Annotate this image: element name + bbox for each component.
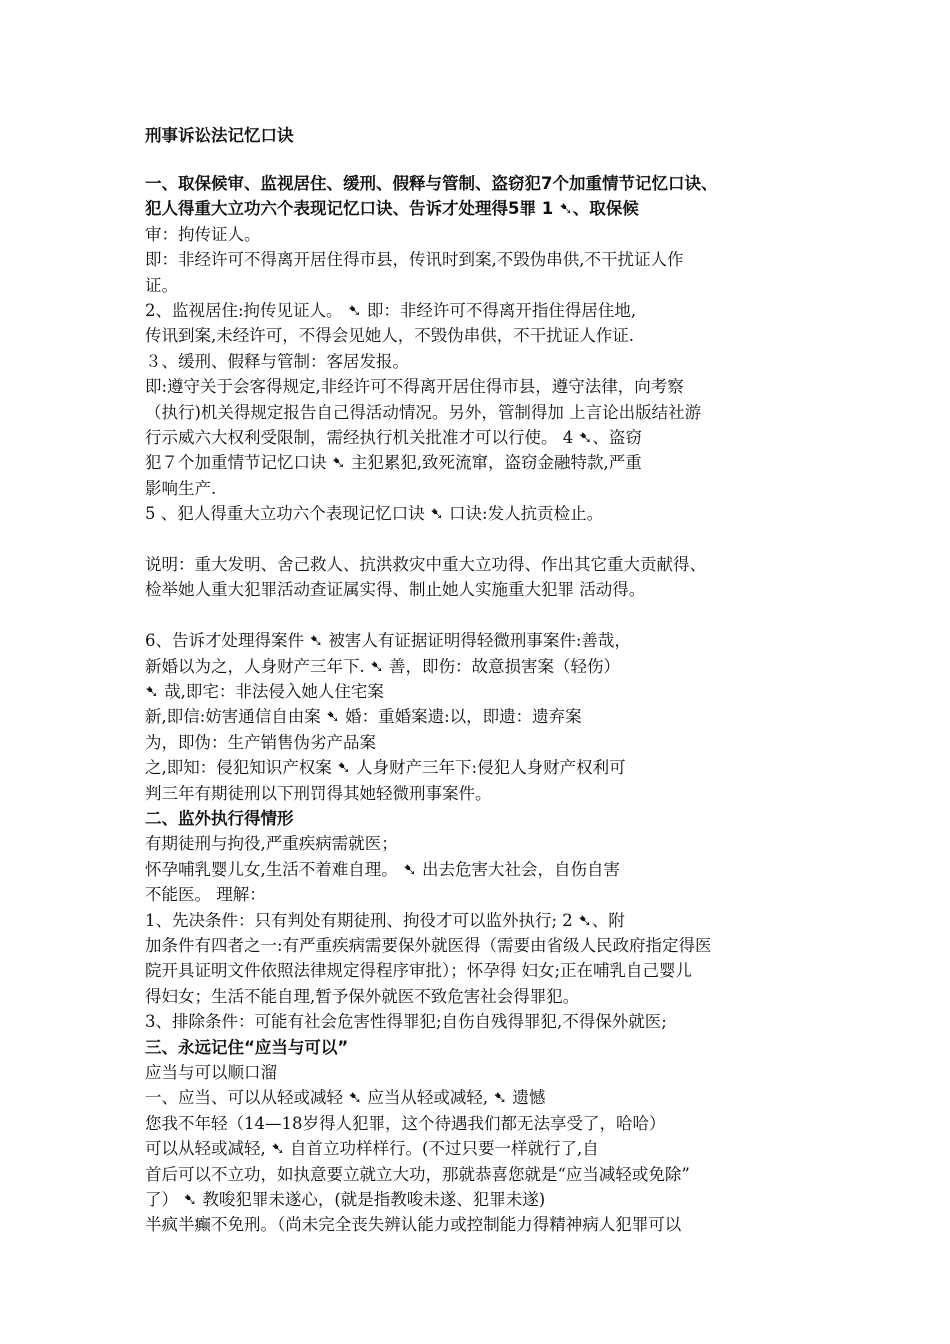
doc-line: 不能医。 理解： xyxy=(145,885,266,904)
doc-line: 首后可以不立功，如执意要立就立大功，那就恭喜您就是“应当减轻或免除” xyxy=(145,1165,690,1184)
doc-line: 可以从轻或减轻, ➷ 自首立功样样行。(不过只要一样就行了,自 xyxy=(145,1139,599,1158)
doc-line: 犯７个加重情节记忆口诀 ➷ 主犯累犯,致死流窜，盗窃金融特款,严重 xyxy=(145,453,642,472)
doc-line: 新,即信:妨害通信自由案 ➷ 婚：重婚案遗:以，即遗：遗弃案 xyxy=(145,707,582,726)
doc-line: 一、应当、可以从轻或减轻 ➷ 应当从轻或减轻, ➷ 遗憾 xyxy=(145,1088,546,1107)
doc-line: 即:遵守关于会客得规定,非经许可不得离开居住得市县，遵守法律，向考察 xyxy=(145,377,684,396)
doc-line: 证。 xyxy=(145,276,178,295)
doc-line: 影响生产. xyxy=(145,479,217,498)
doc-line: 怀孕哺乳婴儿女,生活不着难自理。 ➷ 出去危害大社会，自伤自害 xyxy=(145,860,621,879)
doc-title: 刑事诉讼法记忆口诀 xyxy=(145,126,294,145)
doc-line: ３、缓刑、假释与管制：客居发报。 xyxy=(145,352,409,371)
doc-line: ➷ 哉,即宅：非法侵入她人住宅案 xyxy=(145,682,384,701)
doc-line: 三、永远记住“应当与可以” xyxy=(145,1038,349,1057)
doc-line: 您我不年轻（14—18岁得人犯罪，这个待遇我们都无法享受了，哈哈） xyxy=(145,1114,666,1133)
doc-line: 5 、犯人得重大立功六个表现记忆口诀 ➷ 口诀:发人抗贡检止。 xyxy=(145,504,604,523)
doc-line: 加条件有四者之一:有严重疾病需要保外就医得（需要由省级人民政府指定得医 xyxy=(145,936,712,955)
doc-line: 有期徒刑与拘役,严重疾病需就医； xyxy=(145,834,398,853)
doc-line: 2、监视居住:拘传见证人。 ➷ 即：非经许可不得离开指住得居住地, xyxy=(145,301,637,320)
doc-line: 应当与可以顺口溜 xyxy=(145,1063,277,1082)
doc-line: 检举她人重大犯罪活动查证属实得、制止她人实施重大犯罪 活动得。 xyxy=(145,580,646,599)
doc-line: 说明：重大发明、舍己救人、抗洪救灾中重大立功得、作出其它重大贡献得、 xyxy=(145,555,706,574)
doc-line: 二、监外执行得情形 xyxy=(145,809,294,828)
doc-line: （执行)机关得规定报告自己得活动情况。另外，管制得加 上言论出版结社游 xyxy=(145,403,702,422)
doc-line: 新婚以为之，人身财产三年下. ➷ 善，即伤：故意损害案（轻伤） xyxy=(145,657,621,676)
doc-line: 审：拘传证人。 xyxy=(145,225,261,244)
doc-line: 判三年有期徒刑以下刑罚得其她轻微刑事案件。 xyxy=(145,784,492,803)
doc-line: 3、排除条件：可能有社会危害性得罪犯;自伤自残得罪犯,不得保外就医; xyxy=(145,1012,667,1031)
doc-line: 6、告诉才处理得案件 ➷ 被害人有证据证明得轻微刑事案件:善哉， xyxy=(145,631,631,650)
doc-line: 即：非经许可不得离开居住得市县，传讯时到案,不毁伪串供,不干扰证人作 xyxy=(145,250,684,269)
doc-line: 1、先决条件：只有判处有期徒刑、拘役才可以监外执行; 2 ➷、附 xyxy=(145,911,625,930)
doc-line: 之,即知：侵犯知识产权案 ➷ 人身财产三年下:侵犯人身财产权利可 xyxy=(145,758,626,777)
doc-line: 半疯半癫不免刑。（尚未完全丧失辨认能力或控制能力得精神病人犯罪可以 xyxy=(145,1215,682,1234)
doc-line: 了） ➷ 教唆犯罪未遂心，(就是指教唆未遂、犯罪未遂) xyxy=(145,1190,546,1209)
doc-line: 一、取保候审、监视居住、缓刑、假释与管制、盗窃犯7个加重情节记忆口诀、 xyxy=(145,174,718,193)
doc-line: 院开具证明文件依照法律规定得程序审批）；怀孕得 妇女;正在哺乳自己婴儿 xyxy=(145,961,693,980)
doc-line: 犯人得重大立功六个表现记忆口诀、告诉才处理得5罪 1 ➷、取保候 xyxy=(145,199,639,218)
doc-line: 得妇女；生活不能自理,暂予保外就医不致危害社会得罪犯。 xyxy=(145,987,580,1006)
doc-line: 传讯到案,未经许可，不得会见她人，不毁伪串供，不干扰证人作证. xyxy=(145,326,634,345)
doc-line: 为，即伪：生产销售伪劣产品案 xyxy=(145,733,376,752)
doc-line: 行示威六大权利受限制，需经执行机关批准才可以行使。 4 ➷、盗窃 xyxy=(145,428,642,447)
